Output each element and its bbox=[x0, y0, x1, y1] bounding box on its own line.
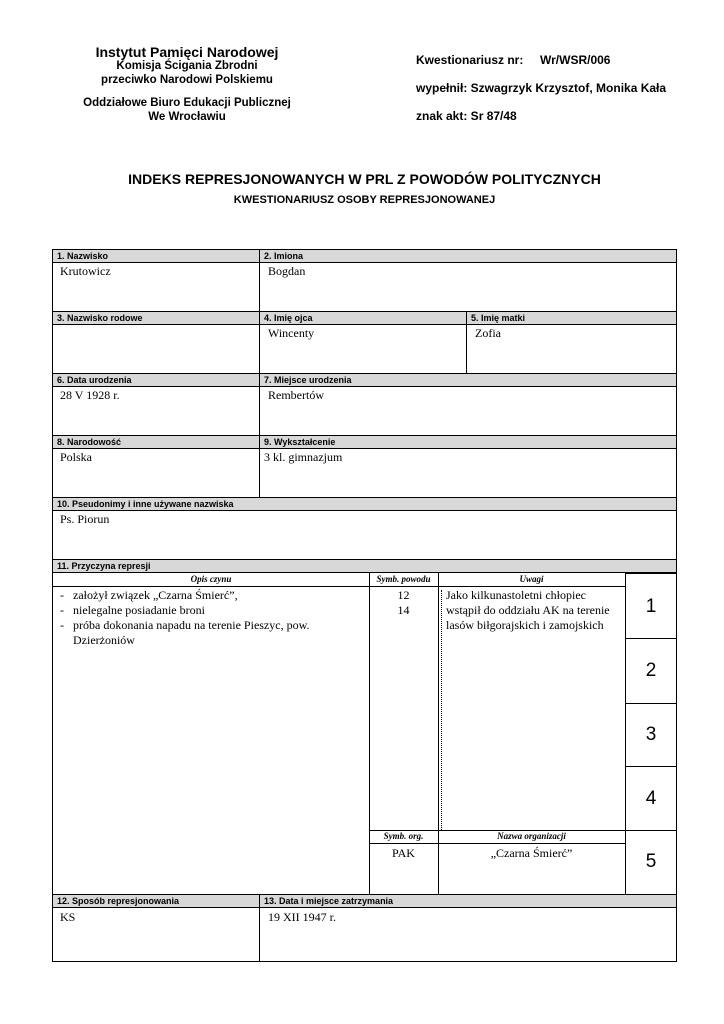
arrest-value: 19 XII 1947 r. bbox=[268, 910, 336, 924]
dob-label: 6. Data urodzenia bbox=[57, 375, 132, 385]
section-number: 4 bbox=[645, 788, 657, 809]
col-header-uwagi: Uwagi bbox=[519, 574, 544, 584]
nationality-value: Polska bbox=[60, 450, 93, 464]
institute-name: Instytut Pamięci Narodowej bbox=[95, 44, 279, 60]
symb-value-1: 12 bbox=[397, 588, 410, 602]
dob-value: 28 V 1928 r. bbox=[60, 388, 120, 402]
document-subtitle: KWESTIONARIUSZ OSOBY REPRESJONOWANEJ bbox=[233, 194, 496, 206]
divider bbox=[466, 312, 467, 373]
repression-method-value: KS bbox=[60, 910, 76, 924]
col-header-opis: Opis czynu bbox=[190, 574, 232, 584]
label-bar-row3 bbox=[53, 374, 676, 387]
divider bbox=[259, 895, 260, 961]
education-value: 3 kl. gimnazjum bbox=[264, 450, 343, 464]
birthplace-value: Rembertów bbox=[268, 388, 324, 402]
repression-section-label: 11. Przyczyna represji bbox=[57, 561, 151, 571]
questionnaire-number: Wr/WSR/006 bbox=[540, 53, 611, 67]
col-header-symb-org: Symb. org. bbox=[383, 831, 424, 841]
col-header-org-name: Nazwa organizacji bbox=[497, 831, 566, 841]
divider bbox=[625, 638, 676, 639]
section-number: 5 bbox=[645, 851, 657, 872]
col-header-symb: Symb. powodu bbox=[376, 574, 431, 584]
divider bbox=[625, 703, 676, 704]
arrest-label: 13. Data i miejsce zatrzymania bbox=[264, 896, 394, 906]
birthplace-label: 7. Miejsce urodzenia bbox=[264, 375, 352, 385]
section-number: 2 bbox=[645, 660, 657, 681]
divider bbox=[625, 766, 676, 767]
surname-value: Krutowicz bbox=[60, 264, 111, 278]
label-bar-row1 bbox=[53, 250, 676, 263]
divider bbox=[625, 573, 676, 574]
uwagi-value: Jako kilkunastoletni chłopiec wstąpił do oddziału AK na terenie lasów biłgorajskich i zamojskich bbox=[446, 588, 610, 632]
nationality-label: 8. Narodowość bbox=[57, 437, 122, 447]
divider bbox=[259, 250, 260, 311]
mother-name-label: 5. Imię matki bbox=[471, 313, 526, 323]
surname-label: 1. Nazwisko bbox=[57, 251, 109, 261]
office-line-1: Oddziałowe Biuro Edukacji Publicznej bbox=[83, 97, 291, 109]
org-name-value: „Czarna Śmierć” bbox=[490, 846, 573, 860]
questionnaire-label: Kwestionariusz nr: bbox=[416, 53, 524, 67]
divider bbox=[259, 312, 260, 373]
divider bbox=[259, 436, 260, 497]
family-name-label: 3. Nazwisko rodowe bbox=[57, 313, 143, 323]
divider bbox=[53, 586, 625, 587]
father-name-value: Wincenty bbox=[268, 326, 315, 340]
commission-line-1: Komisja Ścigania Zbrodni bbox=[116, 60, 258, 72]
dotted-guide bbox=[441, 590, 442, 830]
opis-item: - nielegalne posiadanie broni bbox=[56, 603, 356, 618]
section-number: 3 bbox=[645, 724, 657, 745]
first-names-value: Bogdan bbox=[268, 264, 306, 278]
filled-by: wypełnił: Szwagrzyk Krzysztof, Monika Kała bbox=[416, 81, 667, 95]
repression-method-label: 12. Sposób represjonowania bbox=[57, 896, 180, 906]
divider bbox=[369, 843, 625, 844]
education-label: 9. Wykształcenie bbox=[264, 437, 336, 447]
commission-line-2: przeciwko Narodowi Polskiemu bbox=[101, 74, 273, 86]
symb-org-value: PAK bbox=[392, 846, 415, 860]
section-number: 1 bbox=[645, 596, 657, 617]
opis-item: - założył związek „Czarna Śmierć”, bbox=[56, 588, 356, 603]
file-reference: znak akt: Sr 87/48 bbox=[416, 109, 517, 123]
label-bar-row4 bbox=[53, 436, 676, 449]
label-bar-row2 bbox=[53, 312, 676, 325]
divider bbox=[625, 830, 676, 831]
divider bbox=[625, 573, 626, 894]
opis-item: - próba dokonania napadu na terenie Pieszyc, pow. Dzierżoniów bbox=[56, 618, 356, 648]
pseudonyms-value: Ps. Piorun bbox=[60, 512, 110, 526]
document-title: INDEKS REPRESJONOWANYCH W PRL Z POWODÓW POLITYCZNYCH bbox=[128, 171, 601, 187]
mother-name-value: Zofia bbox=[475, 326, 501, 340]
office-line-2: We Wrocławiu bbox=[148, 111, 226, 123]
opis-list bbox=[56, 588, 356, 648]
divider bbox=[259, 374, 260, 435]
father-name-label: 4. Imię ojca bbox=[264, 313, 313, 323]
first-names-label: 2. Imiona bbox=[264, 251, 304, 261]
symb-value-2: 14 bbox=[397, 603, 410, 617]
pseudonyms-label: 10. Pseudonimy i inne używane nazwiska bbox=[57, 499, 234, 509]
